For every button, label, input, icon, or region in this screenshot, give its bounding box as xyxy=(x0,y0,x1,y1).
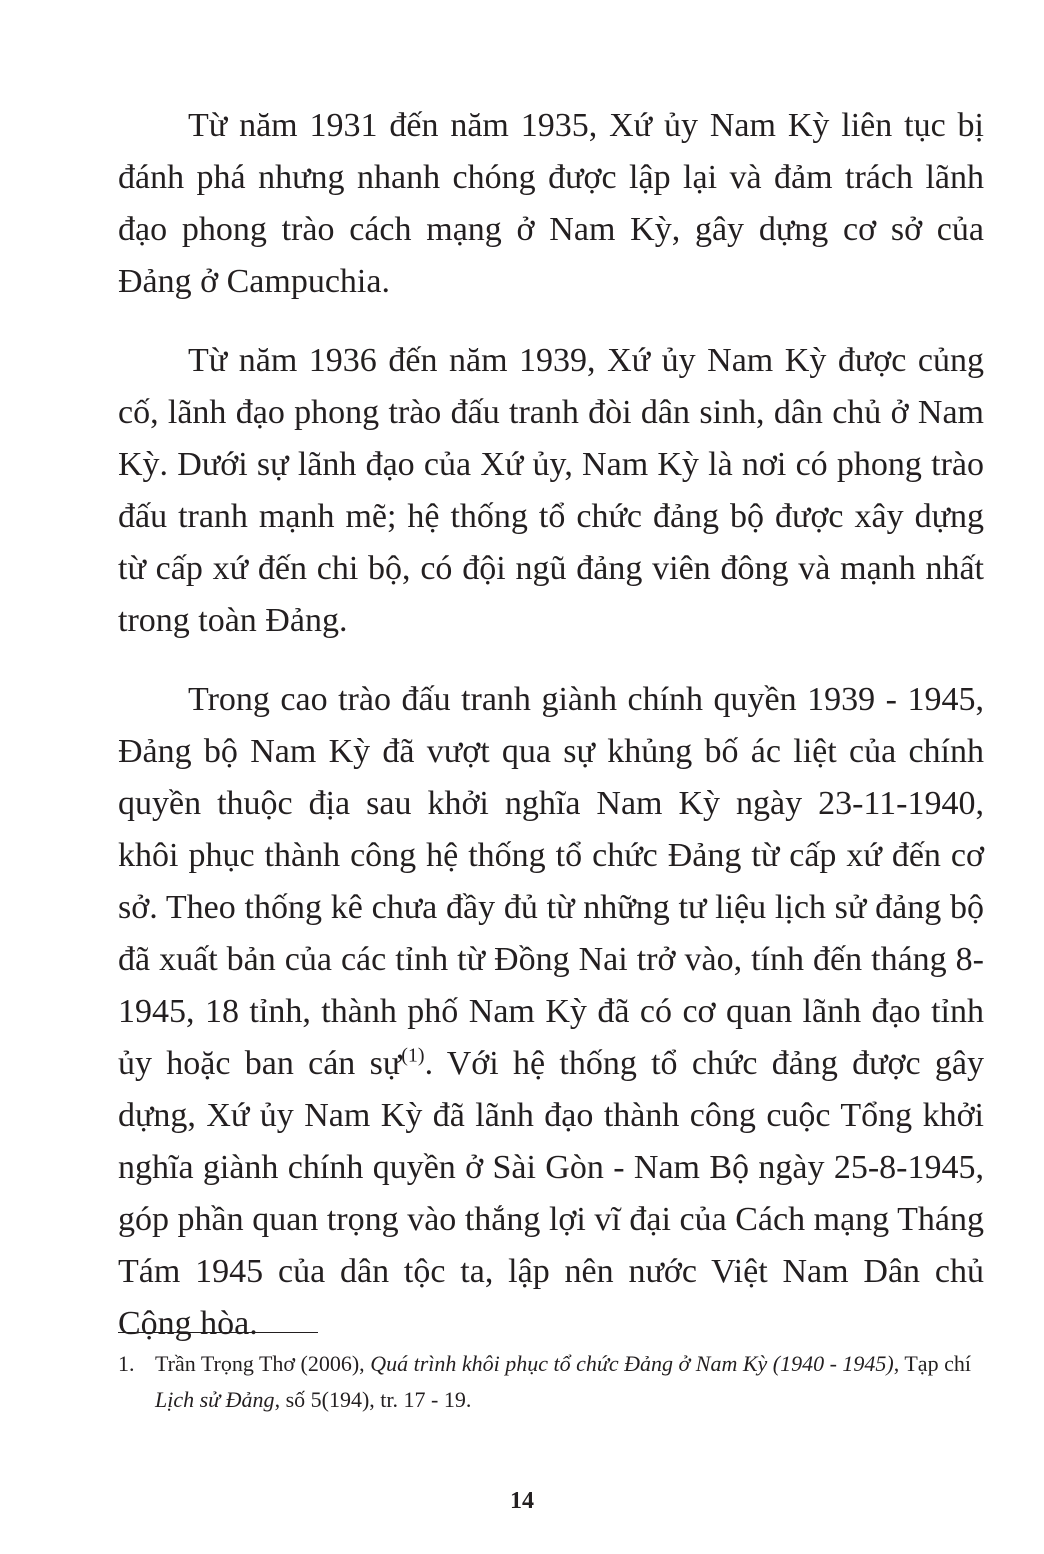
paragraph-2: Từ năm 1936 đến năm 1939, Xứ ủy Nam Kỳ được củng cố, lãnh đạo phong trào đấu tranh đòi dân sinh, dân chủ ở Nam Kỳ. Dưới sự lãnh đạo của Xứ ủy, Nam Kỳ là nơi có phong trào đấu tranh mạnh mẽ; hệ thống tổ chức đảng bộ được xây dựng từ cấp xứ đến chi bộ, có đội ngũ đảng viên đông và mạnh nhất trong toàn Đảng. xyxy=(118,342,984,639)
paragraph-3-text-after-ref: . Với hệ thống tổ chức đảng được gây dựng, Xứ ủy Nam Kỳ đã lãnh đạo thành công cuộc Tổng khởi nghĩa giành chính quyền ở Sài Gòn - Nam Bộ ngày 25-8-1945, góp phần quan trọng vào thắng lợi vĩ đại của Cách mạng Tháng Tám 1945 của dân tộc ta, lập nên nước Việt Nam Dân chủ Cộng hòa. xyxy=(118,1045,984,1342)
main-text xyxy=(118,100,984,1377)
paragraph-3 xyxy=(118,674,984,1350)
footnote-journal: Lịch sử Đảng xyxy=(155,1387,275,1412)
paragraph-3-text-before-ref: Trong cao trào đấu tranh giành chính quyền 1939 - 1945, Đảng bộ Nam Kỳ đã vượt qua sự khủng bố ác liệt của chính quyền thuộc địa sau khởi nghĩa Nam Kỳ ngày 23-11-1940, khôi phục thành công hệ thống tổ chức Đảng từ cấp xứ đến cơ sở. Theo thống kê chưa đầy đủ từ những tư liệu lịch sử đảng bộ đã xuất bản của các tỉnh từ Đồng Nai trở vào, tính đến tháng 8-1945, 18 tỉnh, thành phố Nam Kỳ đã có cơ quan lãnh đạo tỉnh ủy hoặc ban cán sự xyxy=(118,681,984,1082)
footnote-text xyxy=(155,1346,984,1418)
paragraph-1: Từ năm 1931 đến năm 1935, Xứ ủy Nam Kỳ liên tục bị đánh phá nhưng nhanh chóng được lập lại và đảm trách lãnh đạo phong trào cách mạng ở Nam Kỳ, gây dựng cơ sở của Đảng ở Campuchia. xyxy=(118,107,984,300)
footnote xyxy=(118,1346,984,1418)
footnote-rest: , số 5(194), tr. 17 - 19. xyxy=(274,1387,472,1412)
footnote-reference: (1) xyxy=(401,1044,425,1067)
footnote-title: Quá trình khôi phục tổ chức Đảng ở Nam Kỳ (1940 - 1945) xyxy=(370,1351,894,1376)
footnote-number: 1. xyxy=(118,1351,135,1376)
page-number: 14 xyxy=(510,1488,534,1514)
footnote-separator xyxy=(118,1332,318,1333)
footnote-author: Trần Trọng Thơ (2006), xyxy=(155,1351,371,1376)
footnote-separator-text: , Tạp chí xyxy=(893,1351,971,1376)
